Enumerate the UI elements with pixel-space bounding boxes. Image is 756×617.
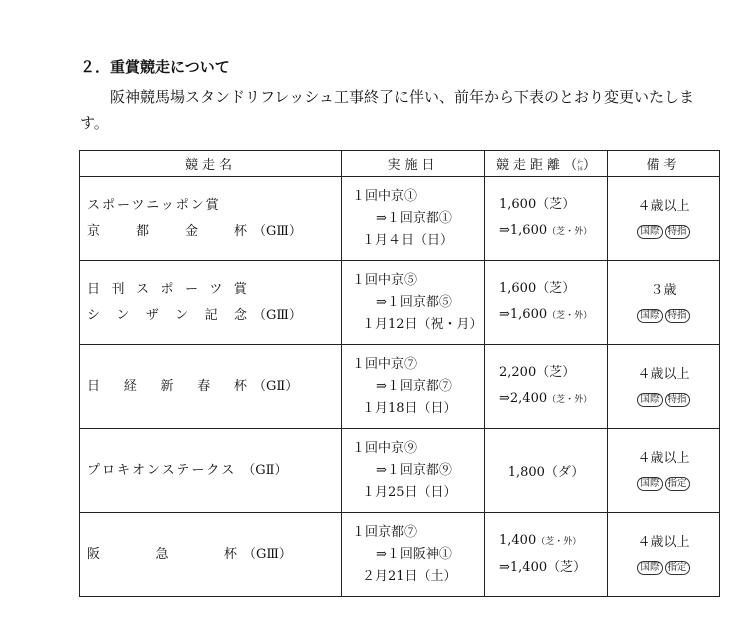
race-name-line (87, 374, 341, 400)
race-name-char: 日 (87, 378, 101, 394)
schedule-date: １月25日（日） (362, 484, 457, 500)
distance-value: ⇒2,400 (499, 391, 548, 406)
race-grade: （GⅢ） (253, 307, 302, 323)
badge-line (608, 219, 719, 243)
remarks-cell (608, 345, 720, 429)
schedule-from: １回京都⑦ (352, 524, 418, 540)
distance-cell (485, 513, 608, 597)
badge-line (608, 555, 719, 579)
distance-line (485, 360, 607, 386)
schedule-cell (342, 429, 485, 513)
race-name-line (87, 277, 341, 303)
schedule-date: １月12日（祝・月） (362, 316, 483, 332)
distance-cell (485, 261, 608, 345)
condition-badge: 指定 (665, 477, 690, 491)
table-row (80, 345, 720, 429)
table-row (80, 261, 720, 345)
distance-unit: ﾒｰ ﾄﾙ (577, 158, 584, 173)
race-name-text (87, 458, 236, 484)
race-name-char: 経 (123, 378, 137, 394)
table-row (80, 429, 720, 513)
schedule-cell (342, 261, 485, 345)
schedule-to: ⇒１回京都⑦ (376, 378, 452, 394)
schedule-to: ⇒１回京都⑤ (376, 294, 452, 310)
race-name-char: 日 (87, 281, 101, 297)
race-name-text (87, 219, 247, 245)
condition-badge: 国際 (637, 561, 662, 575)
condition-badge: 国際 (637, 393, 662, 407)
race-name-text (87, 193, 221, 219)
race-grade: （GⅢ） (243, 546, 292, 562)
condition-badge: 指定 (665, 561, 690, 575)
schedule-date: １月18日（日） (362, 400, 457, 416)
distance-surface: （芝） (536, 197, 576, 212)
table-header-row (80, 151, 720, 177)
race-name-char: 賞 (233, 281, 247, 297)
distance-cell (485, 177, 608, 261)
distance-cell (485, 345, 608, 429)
badge-line (608, 471, 719, 495)
race-name-char: スポーツニッポン賞 (87, 197, 221, 213)
header-distance: 競走距離（ ﾒｰ ﾄﾙ ） (485, 151, 608, 177)
remarks-cell (608, 261, 720, 345)
schedule-from: １回中京⑦ (352, 356, 418, 372)
schedule-to: ⇒１回京都① (376, 210, 452, 226)
table-row (80, 513, 720, 597)
schedule-to: ⇒１回阪神① (376, 546, 452, 562)
intro-line-1: 阪神競馬場スタンドリフレッシュ工事終了に伴い、前年から下表のとおり変更いたしま (110, 88, 694, 106)
race-name-char: 杯 (233, 378, 247, 394)
intro-line-2: す。 (80, 114, 109, 132)
age-condition: ３歳 (650, 282, 677, 298)
distance-line (485, 302, 607, 329)
distance-value: ⇒1,600 (499, 223, 548, 238)
race-name-char: ポ (160, 281, 174, 297)
distance-value: ⇒1,600 (499, 307, 548, 322)
condition-badge: 国際 (637, 309, 662, 323)
race-name-line (87, 303, 341, 329)
distance-value: 1,600 (499, 197, 537, 212)
race-name-char: ン (116, 307, 130, 323)
race-name-char: 刊 (111, 281, 125, 297)
schedule-cell (342, 345, 485, 429)
schedule-date: ２月21日（土） (362, 568, 457, 584)
race-name-char: ス (135, 281, 149, 297)
header-distance-label: 競走距離 (495, 158, 564, 173)
race-name-char: ン (175, 307, 189, 323)
distance-line (485, 218, 607, 245)
distance-cell (485, 429, 608, 513)
race-name-char: 春 (197, 378, 211, 394)
remarks-cell (608, 177, 720, 261)
race-name-char: ー (184, 281, 198, 297)
distance-line (485, 192, 607, 218)
schedule-from: １回中京⑨ (352, 440, 418, 456)
distance-surface: （芝） (536, 365, 576, 380)
distance-line (485, 276, 607, 302)
distance-surface: （芝・外） (547, 311, 593, 321)
race-name-char: 新 (160, 378, 174, 394)
intro-paragraph (80, 84, 720, 136)
condition-badge: 国際 (637, 477, 662, 491)
badge-line (608, 387, 719, 411)
race-name-cell (80, 513, 342, 597)
condition-badge: 国際 (637, 225, 662, 239)
race-name-line (87, 458, 341, 484)
race-name-char: 杯 (233, 223, 247, 239)
remarks-cell (608, 513, 720, 597)
distance-line (485, 555, 607, 581)
race-grade: （GⅡ） (253, 378, 299, 394)
race-name-cell (80, 261, 342, 345)
race-name-char: 記 (204, 307, 218, 323)
schedule-cell (342, 513, 485, 597)
graded-races-table (79, 150, 720, 597)
distance-surface: （芝・外） (536, 537, 582, 547)
race-name-cell (80, 429, 342, 513)
schedule-from: １回中京① (352, 188, 418, 204)
schedule-from: １回中京⑤ (352, 272, 418, 288)
race-name-line (87, 193, 341, 219)
distance-value: 1,600 (499, 281, 537, 296)
table-row (80, 177, 720, 261)
distance-value: 2,200 (499, 365, 537, 380)
badge-line (608, 303, 719, 327)
race-name-cell (80, 345, 342, 429)
age-condition: ４歳以上 (637, 366, 690, 382)
schedule-cell (342, 177, 485, 261)
age-condition: ４歳以上 (637, 534, 690, 550)
race-name-char: 都 (135, 223, 149, 239)
header-race-name: 競走名 (80, 151, 342, 177)
race-name-char: シ (87, 307, 101, 323)
distance-line (485, 528, 607, 555)
race-grade: （GⅡ） (242, 462, 288, 478)
age-condition: ４歳以上 (637, 450, 690, 466)
condition-badge: 特指 (665, 393, 690, 407)
distance-surface: （芝・外） (547, 227, 593, 237)
condition-badge: 特指 (665, 309, 690, 323)
distance-surface: （芝） (547, 560, 587, 575)
distance-value: ⇒1,400 (499, 560, 548, 575)
condition-badge: 特指 (665, 225, 690, 239)
race-grade: （GⅢ） (253, 223, 302, 239)
race-name-char: ツ (209, 281, 223, 297)
race-name-cell (80, 177, 342, 261)
race-name-char: プロキオンステークス (87, 462, 237, 478)
header-remarks: 備考 (608, 151, 720, 177)
race-name-text (87, 277, 247, 303)
race-name-char: 念 (233, 307, 247, 323)
distance-surface: （芝・外） (547, 395, 593, 405)
race-name-char: 金 (184, 223, 198, 239)
race-name-char: 京 (87, 223, 101, 239)
race-name-line (87, 219, 341, 245)
remarks-cell (608, 429, 720, 513)
distance-value: 1,400 (499, 533, 537, 548)
distance-surface: （芝） (536, 281, 576, 296)
race-name-char: 急 (155, 546, 169, 562)
race-name-text (87, 303, 247, 329)
distance-line (485, 461, 607, 480)
schedule-to: ⇒１回京都⑨ (376, 462, 452, 478)
section-heading: ２．重賞競走について (80, 58, 230, 76)
distance-value: 1,800 (507, 465, 545, 480)
distance-line (485, 386, 607, 413)
race-name-text (87, 374, 247, 400)
header-date: 実施日 (342, 151, 485, 177)
race-name-line (87, 542, 341, 568)
age-condition: ４歳以上 (637, 198, 690, 214)
distance-surface: （ダ） (544, 465, 585, 480)
race-name-text (87, 542, 237, 568)
race-name-char: 阪 (87, 546, 101, 562)
race-name-char: 杯 (223, 546, 237, 562)
race-name-char: ザ (145, 307, 159, 323)
schedule-date: １月４日（日） (362, 232, 454, 248)
